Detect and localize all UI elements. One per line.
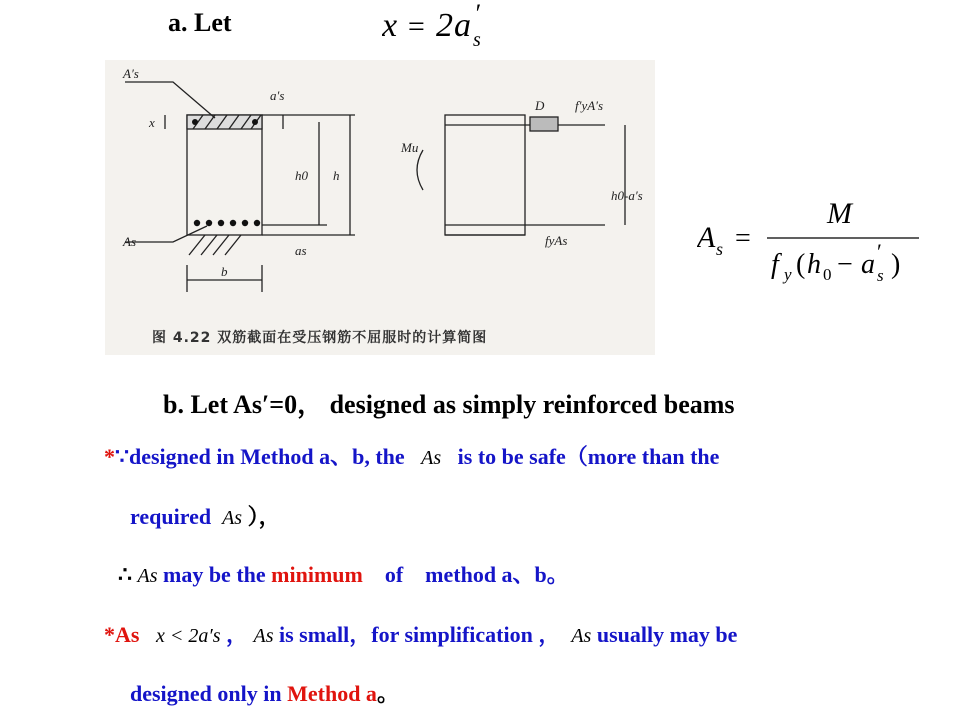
svg-text:a: a xyxy=(861,249,875,280)
body-line-1 xyxy=(104,440,892,471)
line4-text2: usually may be xyxy=(596,622,738,647)
svg-text:s: s xyxy=(473,29,481,51)
svg-text:−: − xyxy=(837,249,853,280)
var-As: As xyxy=(571,625,592,647)
line4-text1: is small，for simplification ， xyxy=(279,622,561,647)
body-line-2 xyxy=(130,500,281,531)
svg-text:h: h xyxy=(807,249,821,280)
heading-b-prefix: b. Let As′=0， xyxy=(163,390,324,419)
math-x-less-2as: x < 2a′s xyxy=(155,625,221,647)
svg-text:=: = xyxy=(406,10,427,43)
line1-text1: designed in Method a、b, the xyxy=(129,444,405,469)
figure-caption: 图 4.22 双筋截面在受压钢筋不屈服时的计算简图 xyxy=(152,330,488,346)
line5-method-a: Method a xyxy=(287,681,377,706)
beam-section-rect xyxy=(187,115,262,235)
label-Mu: Mu xyxy=(401,140,419,155)
svg-text:0: 0 xyxy=(823,265,832,284)
heading-a: a. Let xyxy=(168,8,232,37)
svg-text:′: ′ xyxy=(877,239,882,264)
label-as-bottom: As xyxy=(123,234,136,249)
line5-end: 。 xyxy=(376,681,399,706)
svg-text:s: s xyxy=(877,266,884,285)
label-a-s-prime: a′s xyxy=(270,88,285,103)
figure-4-22 xyxy=(105,60,655,355)
svg-text:(: ( xyxy=(796,249,806,280)
heading-b xyxy=(163,384,735,421)
var-As: As xyxy=(137,565,158,587)
body-line-3 xyxy=(118,558,569,589)
var-As: As xyxy=(421,447,442,469)
cross-section-diagram xyxy=(105,60,655,355)
svg-text:): ) xyxy=(891,249,901,280)
svg-text:s: s xyxy=(716,239,724,259)
line3-minimum: minimum xyxy=(271,562,363,587)
svg-text:′: ′ xyxy=(474,4,480,28)
formula-x-equals-2as xyxy=(382,4,512,61)
formula-x-svg xyxy=(382,4,512,52)
svg-text:A: A xyxy=(697,221,716,254)
bullet-star: * xyxy=(104,444,115,469)
var-As: As xyxy=(222,507,243,529)
line4-sep: ， xyxy=(225,622,248,647)
line3-text2: of xyxy=(384,562,404,587)
line2-text1: required xyxy=(130,504,212,529)
svg-text:M: M xyxy=(827,197,852,230)
label-h0: h0 xyxy=(295,168,308,183)
formula-As xyxy=(697,195,927,290)
label-b: b xyxy=(221,264,228,279)
heading-b-rest: designed as simply reinforced beams xyxy=(329,390,735,419)
label-fyAs: fyAs xyxy=(545,233,568,248)
label-as-prime-top: A′s xyxy=(123,66,139,81)
svg-text:a: a xyxy=(454,7,471,44)
svg-text:x: x xyxy=(382,7,398,44)
svg-text:2: 2 xyxy=(436,7,453,44)
label-h: h xyxy=(333,168,340,183)
svg-text:y: y xyxy=(784,265,792,284)
because-symbol: ∵ xyxy=(115,444,129,469)
line1-text2: is to be safe（more than the xyxy=(457,444,720,469)
body-line-5 xyxy=(130,677,399,708)
svg-text:f: f xyxy=(771,249,779,280)
formula-As-svg xyxy=(697,195,927,290)
label-D: D xyxy=(535,98,545,113)
label-as: as xyxy=(295,243,307,258)
line3-text1: may be the xyxy=(163,562,266,587)
label-x: x xyxy=(149,115,155,130)
force-diagram-rect xyxy=(445,115,525,235)
label-h0-minus-as: h0-a′s xyxy=(611,188,643,203)
label-fy-prime-As-prime: f′yA′s xyxy=(575,98,604,113)
svg-text:=: = xyxy=(735,223,751,254)
therefore-symbol: ∴ xyxy=(118,562,132,587)
body-line-4 xyxy=(104,618,892,649)
line3-text3: method a、b。 xyxy=(425,562,569,587)
line2-text2: ）， xyxy=(247,504,281,529)
line5-text1: designed only in xyxy=(130,681,282,706)
line4-star-as: *As xyxy=(104,622,140,647)
var-As: As xyxy=(253,625,274,647)
